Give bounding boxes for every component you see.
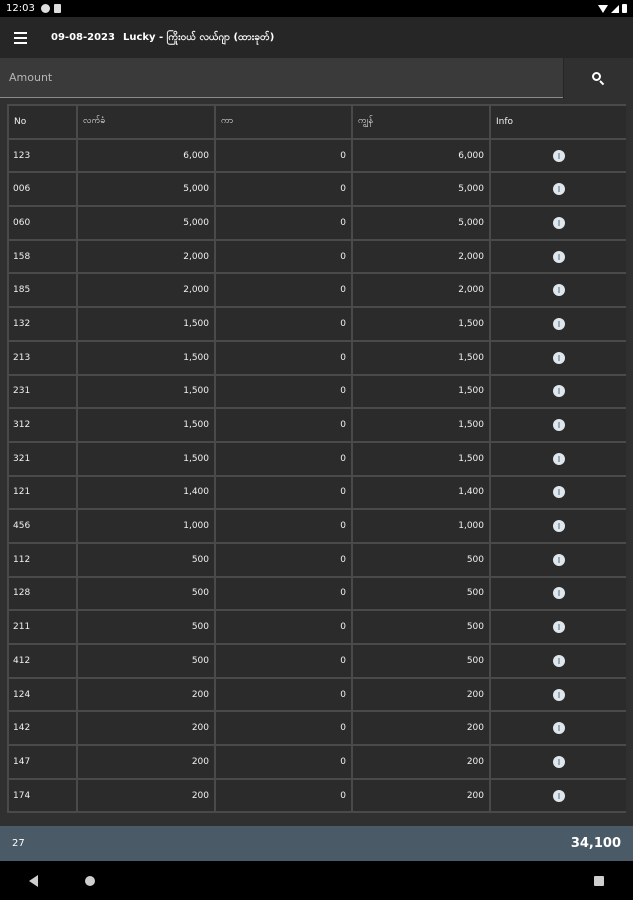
cell-remaining: 5,000 [352,172,490,206]
table-row[interactable] [8,172,626,206]
table-row[interactable] [8,745,626,779]
cell-ka: 0 [215,240,352,274]
cell-received: 1,500 [77,408,215,442]
cell-ka: 0 [215,139,352,173]
cell-ka: 0 [215,375,352,409]
column-header-ka: ကာ [215,105,352,139]
status-bar [0,0,633,17]
cell-received: 1,000 [77,509,215,543]
info-icon[interactable] [553,486,565,498]
cell-info [490,307,626,341]
table-row[interactable] [8,543,626,577]
cell-info [490,206,626,240]
info-icon[interactable] [553,251,565,263]
cell-ka: 0 [215,442,352,476]
cell-info [490,644,626,678]
cell-remaining: 5,000 [352,206,490,240]
cell-remaining: 2,000 [352,240,490,274]
cell-remaining: 1,500 [352,307,490,341]
cell-received: 200 [77,711,215,745]
cell-no: 456 [8,509,77,543]
ledger-table-container[interactable] [7,104,626,818]
table-row[interactable] [8,206,626,240]
cell-info [490,543,626,577]
search-icon [592,72,605,85]
cell-remaining: 200 [352,711,490,745]
cell-no: 174 [8,779,77,813]
entry-count: 27 [12,838,25,849]
table-row[interactable] [8,509,626,543]
total-amount: 34,100 [570,836,621,851]
menu-icon[interactable] [0,17,40,58]
cell-received: 1,400 [77,476,215,510]
cell-received: 500 [77,644,215,678]
info-icon[interactable] [553,284,565,296]
cell-remaining: 1,500 [352,341,490,375]
app-bar [0,17,633,58]
cell-remaining: 6,000 [352,139,490,173]
cell-no: 321 [8,442,77,476]
cell-received: 5,000 [77,172,215,206]
cell-no: 060 [8,206,77,240]
cell-ka: 0 [215,408,352,442]
search-row [0,58,633,99]
cell-info [490,240,626,274]
info-icon[interactable] [553,587,565,599]
cell-remaining: 1,500 [352,408,490,442]
cell-info [490,476,626,510]
cell-no: 213 [8,341,77,375]
cell-remaining: 2,000 [352,273,490,307]
cell-ka: 0 [215,610,352,644]
app-title [51,30,274,45]
cell-received: 6,000 [77,139,215,173]
column-header-info: Info [490,105,626,139]
info-icon[interactable] [553,318,565,330]
info-icon[interactable] [553,150,565,162]
home-icon[interactable] [85,876,95,886]
cell-remaining: 500 [352,644,490,678]
table-row[interactable] [8,644,626,678]
summary-footer [0,826,633,861]
cell-ka: 0 [215,172,352,206]
cell-no: 112 [8,543,77,577]
table-row[interactable] [8,240,626,274]
cell-received: 200 [77,745,215,779]
table-row[interactable] [8,476,626,510]
cell-no: 121 [8,476,77,510]
table-row[interactable] [8,442,626,476]
back-icon[interactable] [29,875,38,887]
cell-remaining: 1,400 [352,476,490,510]
status-time: 12:03 [6,3,35,14]
signal-icon [611,5,619,13]
cell-no: 128 [8,577,77,611]
table-header-row [8,105,626,139]
header-title: Lucky - ကြိုးဝယ် လယ်ဂျာ (ထားခုတ်) [122,32,275,43]
cell-info [490,745,626,779]
cell-no: 312 [8,408,77,442]
table-row[interactable] [8,375,626,409]
info-icon[interactable] [553,520,565,532]
cell-ka: 0 [215,341,352,375]
info-icon[interactable] [553,790,565,802]
cell-ka: 0 [215,577,352,611]
cell-received: 500 [77,610,215,644]
cell-received: 200 [77,678,215,712]
info-icon[interactable] [553,183,565,195]
cell-ka: 0 [215,476,352,510]
recents-icon[interactable] [594,876,604,886]
cell-remaining: 200 [352,779,490,813]
cell-info [490,375,626,409]
cell-ka: 0 [215,543,352,577]
ledger-table [7,104,626,813]
cell-ka: 0 [215,273,352,307]
cell-remaining: 500 [352,610,490,644]
cell-no: 231 [8,375,77,409]
cell-received: 500 [77,543,215,577]
info-icon[interactable] [553,352,565,364]
cell-info [490,408,626,442]
cell-info [490,273,626,307]
cell-info [490,779,626,813]
info-icon[interactable] [553,689,565,701]
info-icon[interactable] [553,419,565,431]
cell-received: 1,500 [77,375,215,409]
table-row[interactable] [8,610,626,644]
info-icon[interactable] [553,621,565,633]
cell-info [490,509,626,543]
amount-input[interactable] [0,58,563,98]
cell-ka: 0 [215,509,352,543]
table-row[interactable] [8,779,626,813]
column-header-received: လက်ခံ [77,105,215,139]
cell-received: 1,500 [77,341,215,375]
cell-no: 185 [8,273,77,307]
cell-ka: 0 [215,678,352,712]
cell-info [490,678,626,712]
cell-info [490,577,626,611]
cell-ka: 0 [215,206,352,240]
cell-remaining: 200 [352,745,490,779]
cell-info [490,442,626,476]
table-row[interactable] [8,408,626,442]
wifi-icon [598,5,608,13]
battery-icon [622,4,627,13]
cell-info [490,172,626,206]
info-icon[interactable] [553,722,565,734]
table-row[interactable] [8,678,626,712]
cell-no: 142 [8,711,77,745]
cell-no: 158 [8,240,77,274]
cell-no: 124 [8,678,77,712]
cell-info [490,610,626,644]
search-button[interactable] [563,58,633,99]
info-icon[interactable] [553,655,565,667]
cell-ka: 0 [215,307,352,341]
cell-remaining: 1,500 [352,442,490,476]
column-header-remaining: ကျွန် [352,105,490,139]
cell-no: 006 [8,172,77,206]
cell-received: 500 [77,577,215,611]
table-row[interactable] [8,139,626,173]
info-icon[interactable] [553,385,565,397]
cell-info [490,139,626,173]
cell-received: 1,500 [77,442,215,476]
cell-no: 412 [8,644,77,678]
table-row[interactable] [8,341,626,375]
info-icon[interactable] [553,217,565,229]
cell-received: 5,000 [77,206,215,240]
cell-ka: 0 [215,644,352,678]
info-icon[interactable] [553,756,565,768]
cell-ka: 0 [215,779,352,813]
cell-no: 211 [8,610,77,644]
info-icon[interactable] [553,453,565,465]
cell-received: 2,000 [77,240,215,274]
cell-info [490,711,626,745]
cell-received: 2,000 [77,273,215,307]
cell-remaining: 1,500 [352,375,490,409]
cell-received: 1,500 [77,307,215,341]
system-nav-bar [0,861,633,900]
cell-no: 123 [8,139,77,173]
cell-remaining: 1,000 [352,509,490,543]
sd-card-icon [54,4,61,13]
cell-remaining: 500 [352,543,490,577]
cell-info [490,341,626,375]
table-row[interactable] [8,577,626,611]
column-header-no: No [8,105,77,139]
table-row[interactable] [8,711,626,745]
table-row[interactable] [8,307,626,341]
cell-received: 200 [77,779,215,813]
cell-no: 132 [8,307,77,341]
header-date: 09-08-2023 [51,32,115,43]
cell-remaining: 500 [352,577,490,611]
table-row[interactable] [8,273,626,307]
cell-remaining: 200 [352,678,490,712]
cell-ka: 0 [215,745,352,779]
cell-ka: 0 [215,711,352,745]
info-icon[interactable] [553,554,565,566]
cell-no: 147 [8,745,77,779]
notification-icon [41,4,50,13]
